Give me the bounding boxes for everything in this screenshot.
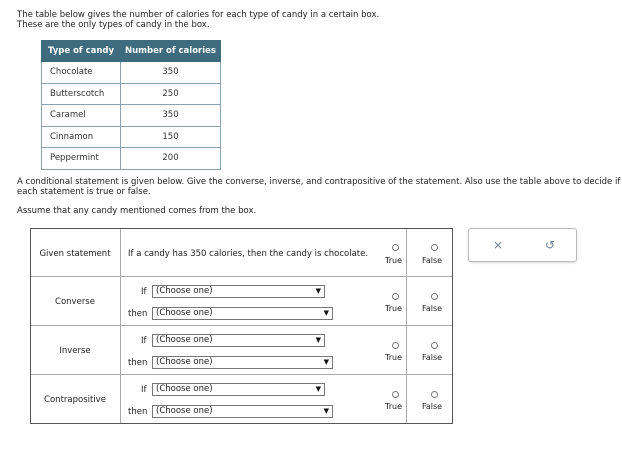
then-word: then — [128, 309, 148, 319]
true-label: True — [385, 256, 402, 265]
intro-line-1: The table below gives the number of calories for each type of candy in a certain box. — [17, 10, 380, 20]
candy-calories: 150 — [121, 126, 221, 148]
candy-calories: 350 — [121, 62, 221, 84]
candy-calories: 250 — [121, 83, 221, 105]
false-label: False — [422, 402, 443, 411]
candy-name: Cinnamon — [42, 126, 121, 148]
converse-row — [31, 276, 452, 326]
reset-icon[interactable]: ↺ — [545, 238, 556, 252]
answer-tools — [468, 228, 577, 262]
then-word: then — [128, 358, 148, 368]
instructions-text — [17, 177, 620, 197]
inverse-then-select[interactable] — [152, 356, 333, 369]
true-radio[interactable] — [392, 244, 399, 251]
then-word: then — [128, 407, 148, 417]
given-statement-label: Given statement — [39, 249, 111, 259]
contrapositive-then-select[interactable] — [152, 405, 333, 418]
true-label: True — [385, 304, 402, 313]
converse-label: Converse — [55, 297, 95, 307]
true-label: True — [385, 402, 402, 411]
candy-name: Caramel — [42, 105, 121, 127]
dropdown-arrow-icon: ▼ — [315, 385, 321, 393]
selected-value: (Choose one) — [156, 357, 213, 367]
intro-text — [17, 10, 379, 30]
table-row — [42, 148, 221, 170]
dropdown-arrow-icon: ▼ — [323, 407, 329, 415]
contrapositive-label: Contrapositive — [44, 395, 106, 405]
true-radio[interactable] — [392, 391, 399, 398]
inverse-label: Inverse — [59, 346, 91, 356]
given-statement-row — [31, 229, 452, 277]
false-label: False — [422, 353, 443, 362]
candy-name: Chocolate — [42, 62, 121, 84]
given-statement-text: If a candy has 350 calories, then the candy is chocolate. — [128, 249, 369, 259]
candy-calorie-table — [41, 40, 221, 170]
table-row — [42, 83, 221, 105]
table-row — [42, 126, 221, 148]
false-label: False — [422, 304, 443, 313]
instructions-line-1: A conditional statement is given below. Give the converse, inverse, and contrapositive of the statement. Also use the table above to decide if — [17, 177, 621, 187]
contrapositive-row — [31, 374, 452, 423]
false-radio[interactable] — [431, 391, 438, 398]
contrapositive-if-select[interactable] — [152, 383, 325, 396]
candy-name: Butterscotch — [42, 83, 121, 105]
assumption-text: Assume that any candy mentioned comes from the box. — [17, 206, 257, 216]
selected-value: (Choose one) — [156, 286, 213, 296]
false-radio[interactable] — [431, 244, 438, 251]
dropdown-arrow-icon: ▼ — [315, 287, 321, 295]
dropdown-arrow-icon: ▼ — [323, 309, 329, 317]
inverse-row — [31, 325, 452, 375]
false-label: False — [422, 256, 443, 265]
candy-name: Peppermint — [42, 148, 121, 170]
selected-value: (Choose one) — [156, 384, 213, 394]
true-label: True — [385, 353, 402, 362]
true-radio[interactable] — [392, 293, 399, 300]
if-word: If — [141, 385, 147, 395]
column-header-candy-type: Type of candy — [42, 41, 121, 62]
if-word: If — [141, 336, 147, 346]
converse-if-select[interactable] — [152, 285, 325, 298]
selected-value: (Choose one) — [156, 406, 213, 416]
false-radio[interactable] — [431, 293, 438, 300]
inverse-if-select[interactable] — [152, 334, 325, 347]
if-word: If — [141, 287, 147, 297]
statements-table — [30, 228, 453, 424]
selected-value: (Choose one) — [156, 308, 213, 318]
converse-then-select[interactable] — [152, 307, 333, 320]
candy-calories: 200 — [121, 148, 221, 170]
column-header-calories: Number of calories — [121, 41, 221, 62]
intro-line-2: These are the only types of candy in the box. — [17, 20, 210, 30]
dropdown-arrow-icon: ▼ — [323, 358, 329, 366]
false-radio[interactable] — [431, 342, 438, 349]
true-radio[interactable] — [392, 342, 399, 349]
selected-value: (Choose one) — [156, 335, 213, 345]
table-row — [42, 62, 221, 84]
dropdown-arrow-icon: ▼ — [315, 336, 321, 344]
table-row — [42, 105, 221, 127]
clear-icon[interactable]: × — [493, 238, 504, 252]
candy-calories: 350 — [121, 105, 221, 127]
instructions-line-2: each statement is true or false. — [17, 187, 151, 197]
